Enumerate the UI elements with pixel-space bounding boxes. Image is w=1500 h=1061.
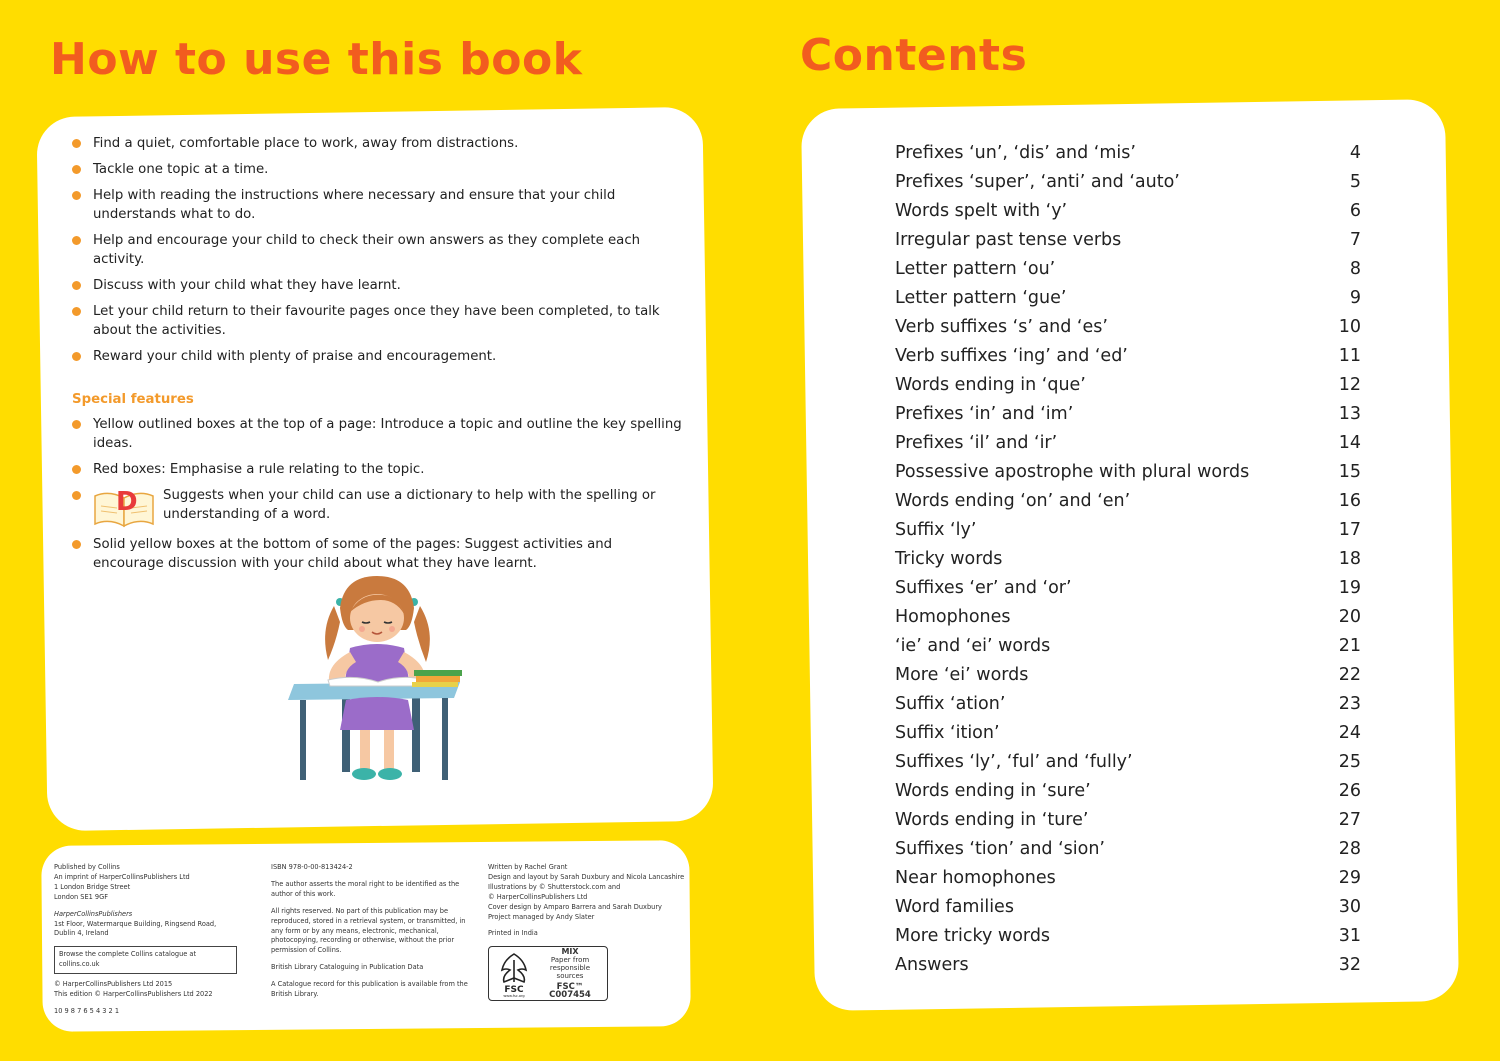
toc-entry-page: 17 bbox=[1338, 520, 1361, 540]
tip-text: Reward your child with plenty of praise and encouragement. bbox=[93, 349, 497, 364]
bullet-icon bbox=[72, 191, 81, 200]
toc-entry-page: 16 bbox=[1338, 491, 1361, 511]
bullet-icon bbox=[72, 236, 81, 245]
toc-entry[interactable] bbox=[895, 748, 1361, 777]
toc-entry-title: Suffixes ‘tion’ and ‘sion’ bbox=[895, 839, 1105, 859]
tip-text: Discuss with your child what they have learnt. bbox=[93, 278, 401, 293]
toc-entry-page: 14 bbox=[1338, 433, 1361, 453]
print-run-line: 10 9 8 7 6 5 4 3 2 1 bbox=[54, 1006, 120, 1015]
list-item bbox=[72, 460, 682, 479]
list-item bbox=[72, 231, 682, 269]
toc-entry-page: 31 bbox=[1338, 926, 1361, 946]
toc-entry-page: 22 bbox=[1338, 665, 1361, 685]
feature-text: Yellow outlined boxes at the top of a page: Introduce a topic and outline the key spelling ideas. bbox=[93, 417, 682, 451]
page-title-contents: Contents bbox=[800, 30, 1028, 81]
toc-entry[interactable] bbox=[895, 719, 1361, 748]
toc-entry-page: 24 bbox=[1338, 723, 1361, 743]
tips-list bbox=[72, 134, 682, 366]
imprint-line: London SE1 9GF bbox=[54, 892, 109, 901]
toc-entry[interactable] bbox=[895, 516, 1361, 545]
list-item bbox=[72, 347, 682, 366]
toc-entry[interactable] bbox=[895, 284, 1361, 313]
list-item bbox=[72, 302, 682, 340]
toc-entry[interactable] bbox=[895, 661, 1361, 690]
toc-entry-title: Letter pattern ‘gue’ bbox=[895, 288, 1067, 308]
toc-entry-title: More tricky words bbox=[895, 926, 1051, 946]
imprint-line: HarperCollinsPublishers bbox=[54, 909, 133, 918]
list-item bbox=[72, 276, 682, 295]
toc-entry[interactable] bbox=[895, 574, 1361, 603]
bullet-icon bbox=[72, 540, 81, 549]
toc-entry-title: Possessive apostrophe with plural words bbox=[895, 462, 1250, 482]
imprint-line: 1st Floor, Watermarque Building, Ringsend Road, bbox=[54, 919, 217, 928]
toc-entry-page: 26 bbox=[1338, 781, 1361, 801]
toc-entry[interactable] bbox=[895, 545, 1361, 574]
toc-entry[interactable] bbox=[895, 226, 1361, 255]
toc-entry-title: Suffix ‘ly’ bbox=[895, 520, 977, 540]
toc-entry[interactable] bbox=[895, 139, 1361, 168]
bullet-icon bbox=[72, 307, 81, 316]
bullet-icon bbox=[72, 165, 81, 174]
toc-entry-title: Tricky words bbox=[895, 549, 1003, 569]
toc-entry[interactable] bbox=[895, 255, 1361, 284]
toc-entry-page: 11 bbox=[1338, 346, 1361, 366]
toc-entry-title: Near homophones bbox=[895, 868, 1056, 888]
fsc-site: www.fsc.org bbox=[503, 993, 525, 998]
toc-entry-page: 7 bbox=[1349, 230, 1361, 250]
toc-entry[interactable] bbox=[895, 864, 1361, 893]
toc-entry-title: Words ending in ‘que’ bbox=[895, 375, 1086, 395]
tip-text: Tackle one topic at a time. bbox=[93, 162, 269, 177]
imprint-line: © HarperCollinsPublishers Ltd 2015 bbox=[54, 980, 173, 989]
imprint-line: Published by Collins bbox=[54, 863, 120, 871]
toc-entry-title: Words ending in ‘sure’ bbox=[895, 781, 1091, 801]
toc-entry[interactable] bbox=[895, 806, 1361, 835]
fsc-label bbox=[488, 946, 608, 1001]
toc-entry-page: 30 bbox=[1338, 897, 1361, 917]
toc-entry-page: 32 bbox=[1338, 955, 1361, 975]
imprint-line: A Catalogue record for this publication is available from the British Library. bbox=[271, 980, 468, 999]
imprint-line: An imprint of HarperCollinsPublishers Ltd bbox=[54, 872, 190, 881]
toc-entry-title: Words spelt with ‘y’ bbox=[895, 201, 1068, 221]
fsc-line: responsible sources bbox=[549, 964, 591, 981]
toc-entry[interactable] bbox=[895, 487, 1361, 516]
toc-entry[interactable] bbox=[895, 835, 1361, 864]
fsc-code: FSC™ C007454 bbox=[549, 982, 591, 1001]
imprint-line: The author asserts the moral right to be identified as the author of this work. bbox=[271, 879, 460, 898]
toc-entry-title: Prefixes ‘un’, ‘dis’ and ‘mis’ bbox=[895, 143, 1136, 163]
imprint-column-rights bbox=[271, 863, 471, 1007]
toc-entry-page: 15 bbox=[1338, 462, 1361, 482]
dictionary-letter: D bbox=[116, 487, 138, 517]
how-to-use-content bbox=[72, 134, 682, 580]
page-title-how-to-use: How to use this book bbox=[50, 34, 583, 85]
toc-entry-title: Prefixes ‘il’ and ‘ir’ bbox=[895, 433, 1058, 453]
imprint-line: All rights reserved. No part of this publication may be reproduced, stored in a retrieval system, or transmitted, in any form or by any means, electronic, mechanical, photocopying, recording or otherwise, without the prior permission of Collins. bbox=[271, 906, 466, 955]
special-features-list bbox=[72, 415, 682, 573]
toc-entry[interactable] bbox=[895, 632, 1361, 661]
toc-entry-page: 19 bbox=[1338, 578, 1361, 598]
list-item bbox=[72, 134, 682, 153]
toc-entry-title: Suffix ‘ition’ bbox=[895, 723, 1000, 743]
tip-text: Help and encourage your child to check their own answers as they complete each activity. bbox=[93, 233, 641, 267]
toc-entry-title: Word families bbox=[895, 897, 1014, 917]
bullet-icon bbox=[72, 420, 81, 429]
imprint-line: 1 London Bridge Street bbox=[54, 882, 131, 891]
list-item bbox=[72, 160, 682, 179]
imprint-line: Illustrations by © Shutterstock.com and bbox=[488, 882, 621, 891]
toc-entry[interactable] bbox=[895, 342, 1361, 371]
bullet-icon bbox=[72, 281, 81, 290]
toc-entry-page: 28 bbox=[1338, 839, 1361, 859]
imprint-column-credits bbox=[488, 863, 688, 1001]
toc-entry-title: Verb suffixes ‘s’ and ‘es’ bbox=[895, 317, 1108, 337]
toc-entry[interactable] bbox=[895, 603, 1361, 632]
bullet-icon bbox=[72, 465, 81, 474]
imprint-line: Project managed by Andy Slater bbox=[488, 912, 595, 921]
fsc-mix: MIX bbox=[561, 947, 579, 957]
list-item bbox=[72, 535, 682, 573]
bullet-icon bbox=[72, 352, 81, 361]
toc-entry[interactable] bbox=[895, 400, 1361, 429]
toc-entry[interactable] bbox=[895, 429, 1361, 458]
toc-entry-title: Suffixes ‘er’ and ‘or’ bbox=[895, 578, 1072, 598]
imprint-line: Dublin 4, Ireland bbox=[54, 929, 109, 938]
toc-entry[interactable] bbox=[895, 458, 1361, 487]
toc-entry-title: More ‘ei’ words bbox=[895, 665, 1029, 685]
toc-entry-page: 8 bbox=[1349, 259, 1361, 279]
toc-entry-title: Suffix ‘ation’ bbox=[895, 694, 1006, 714]
toc-entry[interactable] bbox=[895, 922, 1361, 951]
toc-entry-page: 10 bbox=[1338, 317, 1361, 337]
special-features-heading: Special features bbox=[72, 392, 194, 407]
imprint-line: This edition © HarperCollinsPublishers Ltd 2022 bbox=[54, 990, 213, 999]
toc-entry-page: 18 bbox=[1338, 549, 1361, 569]
girl-studying-illustration bbox=[284, 570, 474, 792]
toc-entry-page: 29 bbox=[1338, 868, 1361, 888]
toc-entry-page: 12 bbox=[1338, 375, 1361, 395]
toc-entry[interactable] bbox=[895, 690, 1361, 719]
toc-entry[interactable] bbox=[895, 313, 1361, 342]
toc-entry-page: 13 bbox=[1338, 404, 1361, 424]
toc-entry[interactable] bbox=[895, 197, 1361, 226]
imprint-line: Written by Rachel Grant bbox=[488, 863, 568, 871]
imprint-column-publisher bbox=[54, 863, 244, 1024]
toc-entry-page: 21 bbox=[1338, 636, 1361, 656]
toc-entry-page: 27 bbox=[1338, 810, 1361, 830]
feature-text: Solid yellow boxes at the bottom of some of the pages: Suggest activities and encourage discussion with your child about what they have learnt. bbox=[93, 537, 613, 571]
imprint-line: Design and layout by Sarah Duxbury and Nicola Lancashire bbox=[488, 872, 685, 881]
toc-entry[interactable] bbox=[895, 777, 1361, 806]
toc-entry-page: 23 bbox=[1338, 694, 1361, 714]
list-item bbox=[72, 186, 682, 224]
feature-text: Red boxes: Emphasise a rule relating to the topic. bbox=[93, 462, 425, 477]
toc-entry-title: ‘ie’ and ‘ei’ words bbox=[895, 636, 1051, 656]
toc-entry-page: 4 bbox=[1349, 143, 1361, 163]
toc-entry[interactable] bbox=[895, 168, 1361, 197]
toc-entry[interactable] bbox=[895, 893, 1361, 922]
imprint-line: Cover design by Amparo Barrera and Sarah Duxbury bbox=[488, 902, 662, 911]
toc-entry[interactable] bbox=[895, 371, 1361, 400]
tip-text: Help with reading the instructions where necessary and ensure that your child understands what to do. bbox=[93, 188, 616, 222]
tip-text: Find a quiet, comfortable place to work, away from distractions. bbox=[93, 136, 519, 151]
toc-entry-title: Irregular past tense verbs bbox=[895, 230, 1122, 250]
toc-entry-page: 5 bbox=[1349, 172, 1361, 192]
isbn: ISBN 978-0-00-813424-2 bbox=[271, 863, 353, 871]
bullet-icon bbox=[72, 139, 81, 148]
feature-text: Suggests when your child can use a dictionary to help with the spelling or understanding of a word. bbox=[163, 488, 656, 522]
toc-entry-title: Prefixes ‘super’, ‘anti’ and ‘auto’ bbox=[895, 172, 1180, 192]
dictionary-icon bbox=[93, 482, 155, 528]
toc-entry-title: Suffixes ‘ly’, ‘ful’ and ‘fully’ bbox=[895, 752, 1133, 772]
catalogue-box bbox=[54, 946, 237, 974]
toc-entry-title: Letter pattern ‘ou’ bbox=[895, 259, 1056, 279]
imprint-line: British Library Cataloguing in Publication Data bbox=[271, 963, 424, 972]
bullet-icon bbox=[72, 491, 81, 500]
toc-entry-page: 20 bbox=[1338, 607, 1361, 627]
toc-entry-title: Answers bbox=[895, 955, 969, 975]
toc-entry-page: 25 bbox=[1338, 752, 1361, 772]
fsc-tree-icon bbox=[492, 950, 536, 998]
toc-entry[interactable] bbox=[895, 951, 1361, 980]
table-of-contents bbox=[895, 139, 1361, 980]
toc-entry-title: Words ending ‘on’ and ‘en’ bbox=[895, 491, 1131, 511]
toc-entry-title: Words ending in ‘ture’ bbox=[895, 810, 1089, 830]
imprint-line: Printed in India bbox=[488, 929, 538, 938]
toc-entry-title: Homophones bbox=[895, 607, 1011, 627]
toc-entry-page: 9 bbox=[1349, 288, 1361, 308]
catalogue-text: Browse the complete Collins catalogue at collins.co.uk bbox=[59, 950, 197, 969]
fsc-text bbox=[536, 948, 604, 999]
fsc-logo-text: FSC bbox=[504, 984, 524, 995]
imprint-line: © HarperCollinsPublishers Ltd bbox=[488, 892, 588, 901]
toc-entry-title: Prefixes ‘in’ and ‘im’ bbox=[895, 404, 1074, 424]
list-item bbox=[72, 486, 682, 528]
toc-entry-title: Verb suffixes ‘ing’ and ‘ed’ bbox=[895, 346, 1128, 366]
list-item bbox=[72, 415, 682, 453]
fsc-line: Paper from bbox=[550, 956, 590, 965]
toc-entry-page: 6 bbox=[1349, 201, 1361, 221]
tip-text: Let your child return to their favourite pages once they have been completed, to talk about the activities. bbox=[93, 304, 660, 338]
